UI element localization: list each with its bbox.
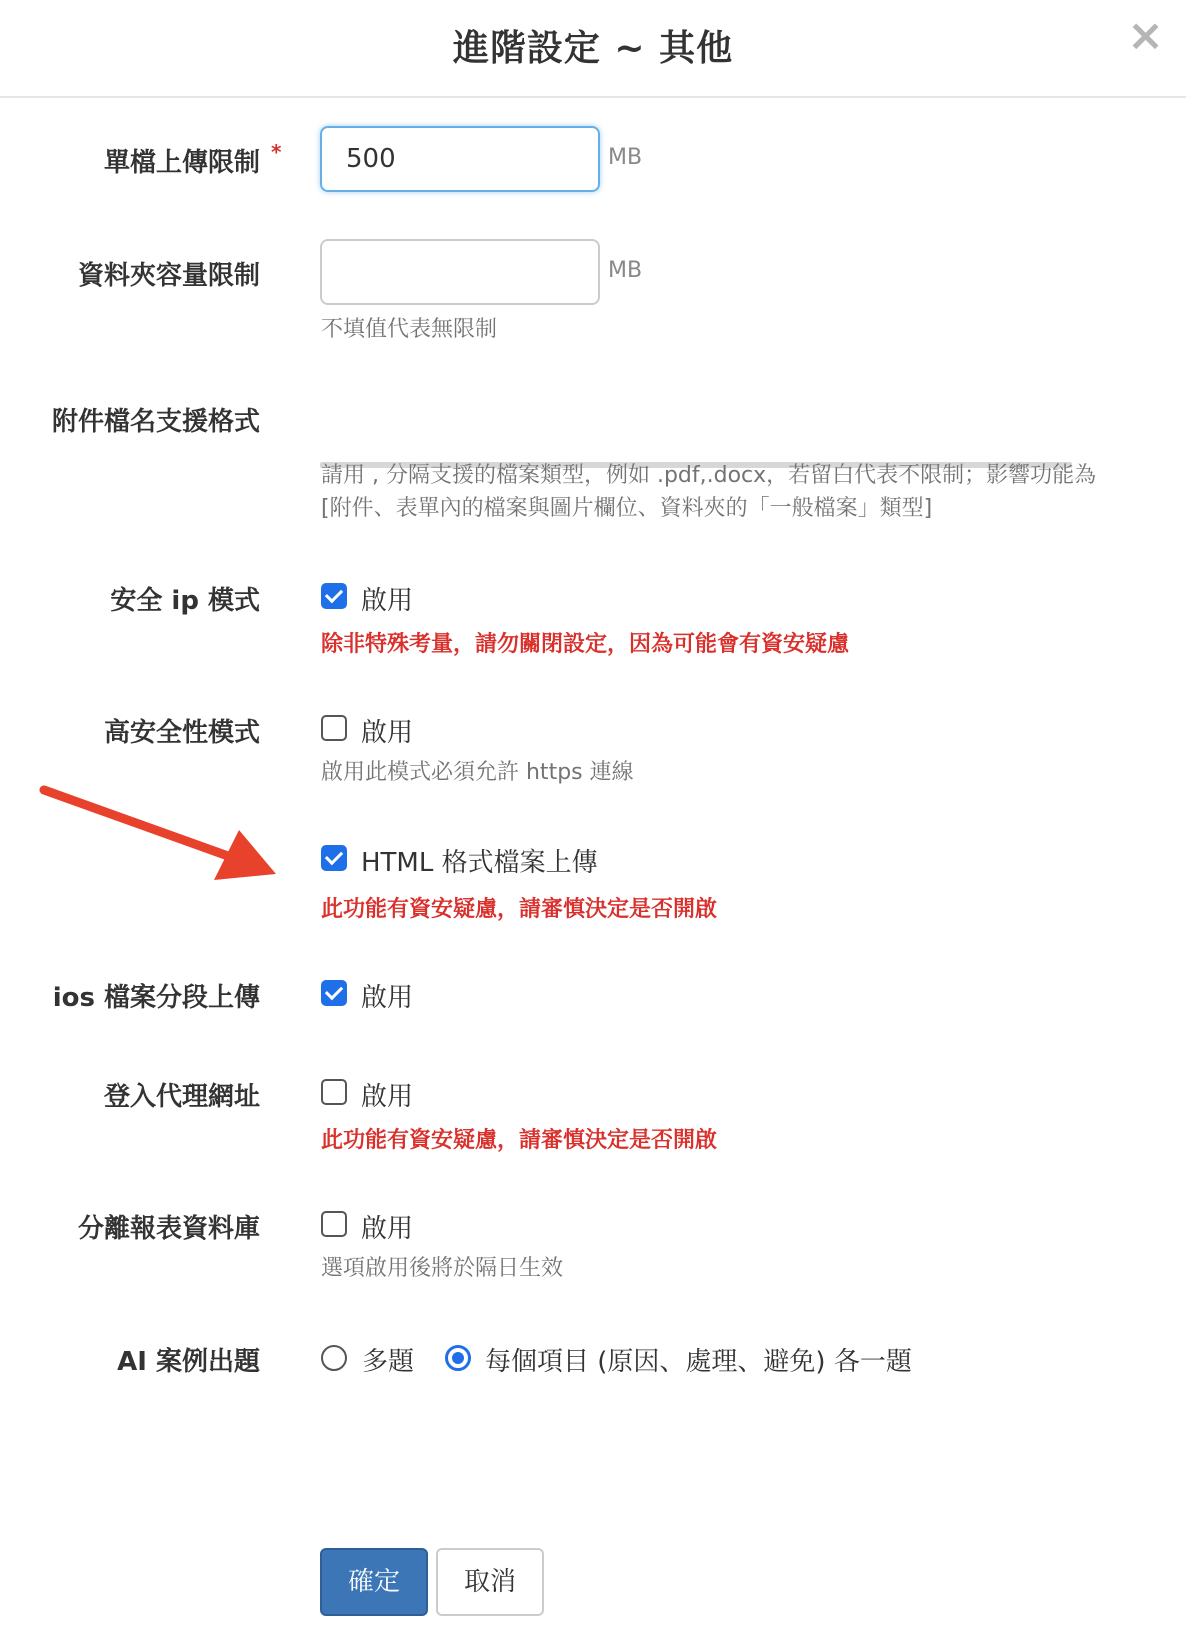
folder-capacity-input[interactable] <box>320 239 600 305</box>
ai-case-radio-multi[interactable] <box>321 1345 347 1371</box>
login-proxy-option[interactable]: 啟用 <box>361 1082 414 1112</box>
ai-case-label: AI 案例出題 <box>117 1347 260 1377</box>
high-security-option[interactable]: 啟用 <box>361 718 414 748</box>
required-marker: * <box>271 140 282 164</box>
attachment-ext-help-line1: 請用 , 分隔支援的檔案類型，例如 .pdf,.docx，若留白代表不限制；影響功能為 <box>321 463 1097 488</box>
attachment-ext-label: 附件檔名支援格式 <box>51 407 260 437</box>
folder-capacity-unit: MB <box>608 258 643 283</box>
cancel-button[interactable]: 取消 <box>436 1548 544 1616</box>
separate-db-help: 選項啟用後將於隔日生效 <box>321 1256 564 1281</box>
secure-ip-checkbox[interactable] <box>321 583 347 609</box>
html-upload-checkbox[interactable] <box>321 845 347 871</box>
secure-ip-warning: 除非特殊考量，請勿關閉設定，因為可能會有資安疑慮 <box>321 632 850 657</box>
close-icon[interactable]: × <box>1127 10 1164 61</box>
attachment-ext-help-line2: [附件、表單內的檔案與圖片欄位、資料夾的「一般檔案」類型] <box>321 496 933 521</box>
folder-capacity-label: 資料夾容量限制 <box>77 261 260 291</box>
single-upload-label: 單檔上傳限制 <box>103 148 260 178</box>
separate-db-option[interactable]: 啟用 <box>361 1214 414 1244</box>
high-security-checkbox[interactable] <box>321 715 347 741</box>
single-upload-unit: MB <box>608 145 643 170</box>
modal-header <box>0 0 1186 98</box>
ios-chunk-label: ios 檔案分段上傳 <box>52 983 260 1013</box>
high-security-help: 啟用此模式必須允許 https 連線 <box>321 760 634 785</box>
annotation-arrow-icon <box>36 780 286 880</box>
secure-ip-option[interactable]: 啟用 <box>361 586 414 616</box>
ai-case-option-each[interactable]: 每個項目 (原因、處理、避免) 各一題 <box>485 1347 912 1377</box>
html-upload-warning: 此功能有資安疑慮，請審慎決定是否開啟 <box>321 897 718 922</box>
ai-case-radio-each[interactable] <box>445 1345 471 1371</box>
login-proxy-checkbox[interactable] <box>321 1079 347 1105</box>
ai-case-option-multi[interactable]: 多題 <box>362 1347 415 1377</box>
folder-capacity-help: 不填值代表無限制 <box>321 317 498 342</box>
ios-chunk-option[interactable]: 啟用 <box>361 983 414 1013</box>
secure-ip-label: 安全 ip 模式 <box>110 586 260 616</box>
html-upload-option[interactable]: HTML 格式檔案上傳 <box>361 848 598 878</box>
login-proxy-warning: 此功能有資安疑慮，請審慎決定是否開啟 <box>321 1128 718 1153</box>
separate-db-label: 分離報表資料庫 <box>77 1214 260 1244</box>
modal-title: 進階設定 ~ 其他 <box>452 28 734 69</box>
single-upload-input[interactable] <box>320 126 600 192</box>
confirm-button[interactable]: 確定 <box>320 1548 428 1616</box>
ios-chunk-checkbox[interactable] <box>321 980 347 1006</box>
high-security-label: 高安全性模式 <box>103 718 260 748</box>
separate-db-checkbox[interactable] <box>321 1211 347 1237</box>
login-proxy-label: 登入代理網址 <box>103 1082 260 1112</box>
